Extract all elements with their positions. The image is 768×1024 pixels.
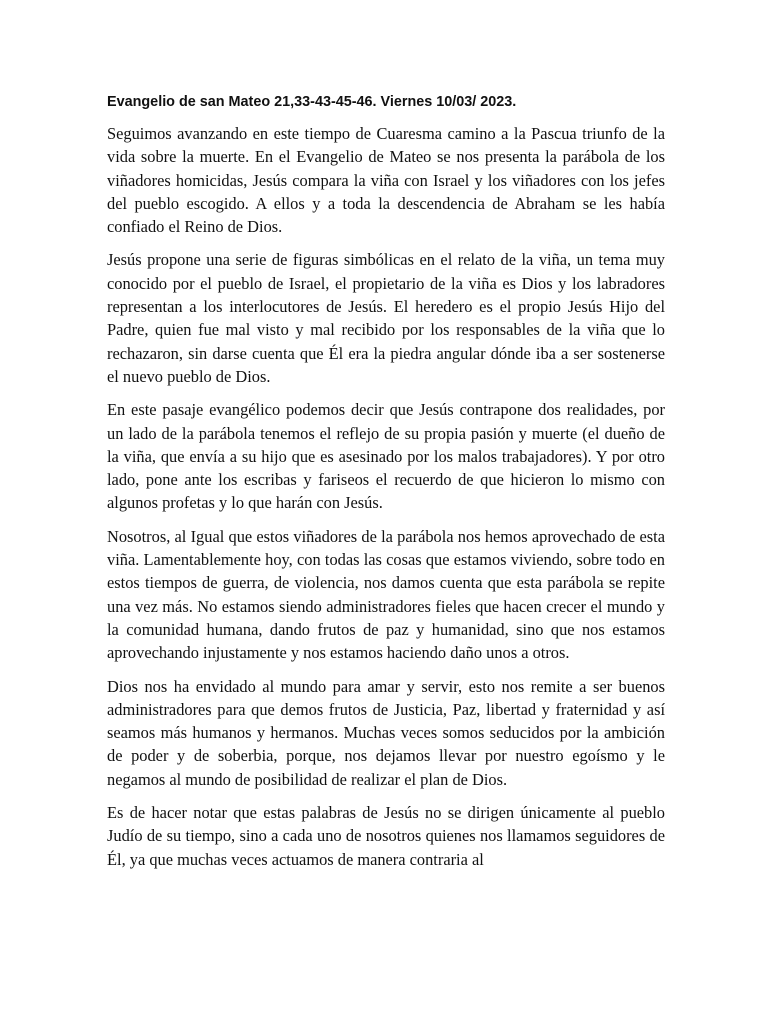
paragraph-2: Jesús propone una serie de figuras simbólicas en el relato de la viña, un tema muy conocido por el pueblo de Israel, el propietario de la viña es Dios y los labradores representan a los interlocutores de Jesús. El heredero es el propio Jesús Hijo del Padre, quien fue mal visto y mal recibido por los responsables de la viña que lo rechazaron, sin darse cuenta que Él era la piedra angular dónde iba a ser sostenerse el nuevo pueblo de Dios.	[107, 250, 665, 386]
paragraph-3: En este pasaje evangélico podemos decir que Jesús contrapone dos realidades, por un lado de la parábola tenemos el reflejo de su propia pasión y muerte (el dueño de la viña, que envía a su hijo que es asesinado por los malos trabajadores). Y por otro lado, pone ante los escribas y fariseos el recuerdo de que hicieron lo mismo con algunos profetas y lo que harán con Jesús.	[107, 400, 665, 513]
paragraph-1: Seguimos avanzando en este tiempo de Cuaresma camino a la Pascua triunfo de la vida sobre la muerte. En el Evangelio de Mateo se nos presenta la parábola de los viñadores homicidas, Jesús compara la viña con Israel y los viñadores con los jefes del pueblo escogido. A ellos y a toda la descendencia de Abraham se les había confiado el Reino de Dios.	[107, 124, 665, 237]
paragraph-6: Es de hacer notar que estas palabras de Jesús no se dirigen únicamente al pueblo Judío de su tiempo, sino a cada uno de nosotros quienes nos llamamos seguidores de Él, ya que muchas veces actuamos de manera contraria al	[107, 803, 665, 869]
document-title: Evangelio de san Mateo 21,33-43-45-46. Viernes 10/03/ 2023.	[107, 94, 517, 110]
paragraph-4: Nosotros, al Igual que estos viñadores de la parábola nos hemos aprovechado de esta viña. Lamentablemente hoy, con todas las cosas que estamos viviendo, sobre todo en estos tiempos de guerra, de violencia, nos damos cuenta que esta parábola se repite una vez más. No estamos siendo administradores fieles que hacen crecer el mundo y la comunidad humana, dando frutos de paz y humanidad, sino que nos estamos aprovechando injustamente y nos estamos haciendo daño unos a otros.	[107, 526, 665, 663]
document-body	[107, 122, 665, 881]
paragraph-5: Dios nos ha envidado al mundo para amar y servir, esto nos remite a ser buenos administradores para que demos frutos de Justicia, Paz, libertad y fraternidad y así seamos más humanos y hermanos. Muchas veces somos seducidos por la ambición de poder y de soberbia, porque, nos dejamos llevar por nuestro egoísmo y le negamos al mundo de posibilidad de realizar el plan de Dios.	[107, 676, 665, 789]
